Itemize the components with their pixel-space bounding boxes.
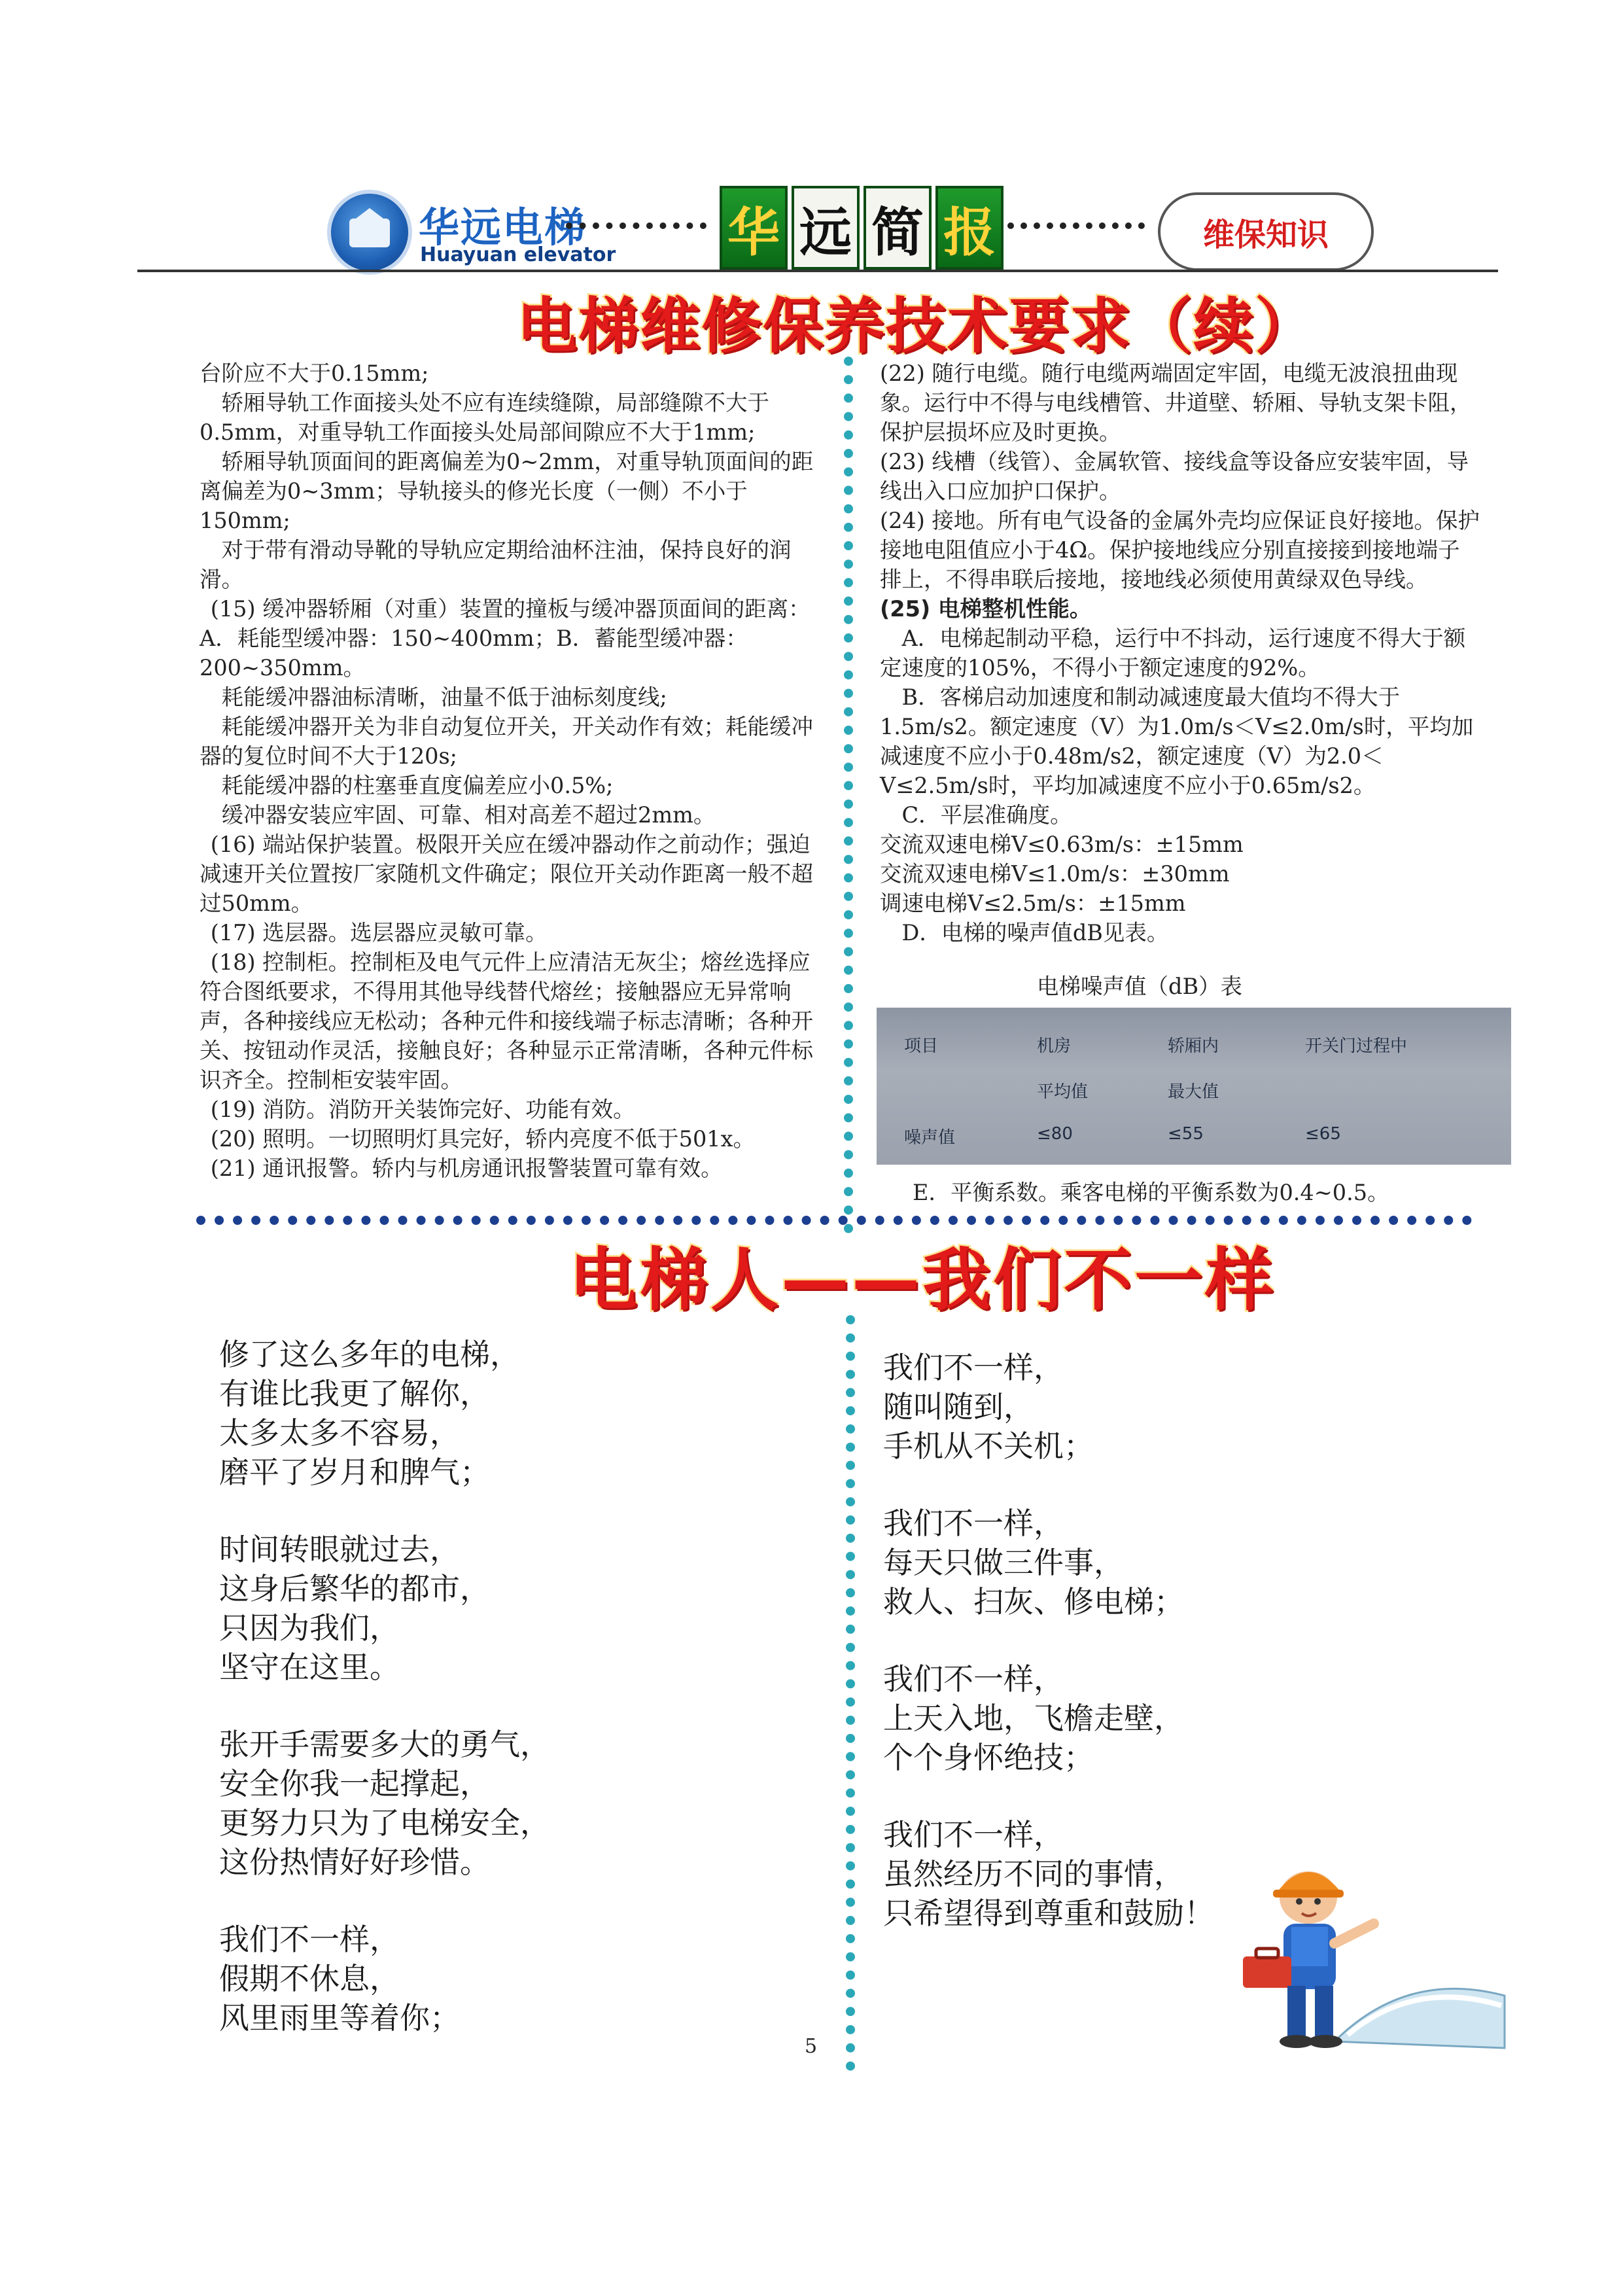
- table-row-label: 噪声值: [904, 1128, 956, 1148]
- paragraph: 耗能缓冲器的柱塞垂直度偏差应小0.5%;: [221, 773, 614, 798]
- paragraph: (16) 端站保护装置。极限开关应在缓冲器动作之前动作；强迫减速开关位置按厂家随机文件确定；限位开关动作距离一般不超过50mm。: [200, 832, 813, 916]
- table-value-car: ≤55: [1168, 1124, 1204, 1144]
- paragraph: (25) 电梯整机性能。: [880, 596, 1092, 622]
- masthead: [720, 186, 1003, 270]
- poem-line: 只因为我们，: [219, 1610, 400, 1646]
- paragraph: 交流双速电梯V≤0.63m/s：±15mm: [880, 832, 1244, 857]
- worker-illustration: [1236, 1845, 1511, 2055]
- table-header-machine-room: 机房: [1037, 1036, 1072, 1056]
- poem-line: 修了这么多年的电梯，: [219, 1337, 520, 1372]
- paragraph: (20) 照明。一切照明灯具完好，轿内亮度不低于501x。: [210, 1126, 755, 1152]
- paragraph: C．平层准确度。: [901, 802, 1072, 828]
- poem-line: 手机从不关机；: [883, 1428, 1094, 1464]
- poem-line: 只希望得到尊重和鼓励！: [883, 1896, 1214, 1931]
- article-title: 电梯维修保养技术要求（续）: [517, 291, 1317, 361]
- poem-line: 这份热情好好珍惜。: [219, 1845, 490, 1880]
- paragraph: (17) 选层器。选层器应灵敏可靠。: [210, 920, 548, 945]
- poem-column-right: [883, 1348, 1214, 1933]
- paragraph: (19) 消防。消防开关装饰完好、功能有效。: [210, 1097, 635, 1122]
- poem-line: 我们不一样，: [883, 1817, 1064, 1852]
- table-value-door: ≤65: [1305, 1124, 1341, 1144]
- article-column-right: [880, 359, 1482, 947]
- page-number: 5: [805, 2035, 818, 2058]
- noise-table: [877, 1008, 1511, 1165]
- poem-line: 每天只做三件事，: [883, 1545, 1124, 1580]
- poem-line: 我们不一样，: [883, 1661, 1064, 1697]
- poem-divider: [846, 1315, 855, 2071]
- paragraph: 耗能缓冲器开关为非自动复位开关，开关动作有效；耗能缓冲器的复位时间不大于120s;: [200, 714, 813, 769]
- table-subheader-max: 最大值: [1168, 1082, 1219, 1102]
- table-header-door: 开关门过程中: [1305, 1036, 1408, 1056]
- paragraph: (21) 通讯报警。轿内与机房通讯报警装置可靠有效。: [210, 1156, 723, 1181]
- paragraph: 对于带有滑动导靴的导轨应定期给油杯注油，保持良好的润滑。: [200, 537, 792, 592]
- paragraph: (24) 接地。所有电气设备的金属外壳均应保证良好接地。保护接地电阻值应小于4Ω。保护接地线应分别直接接到接地端子排上，不得串联后接地，接地线必须使用黄绿双色导线。: [880, 508, 1480, 592]
- masthead-char-1: 华: [720, 186, 788, 270]
- table-caption: 电梯噪声值（dB）表: [1037, 974, 1243, 999]
- poem-line: 这身后繁华的都市，: [219, 1571, 490, 1606]
- column-divider: [844, 357, 853, 1233]
- section-tag: 维保知识: [1158, 192, 1374, 271]
- table-subheader-avg: 平均值: [1037, 1082, 1089, 1102]
- poem-line: 我们不一样，: [883, 1506, 1064, 1541]
- paragraph: 耗能缓冲器油标清晰，油量不低于油标刻度线;: [221, 684, 667, 710]
- poem-line: 太多太多不容易，: [219, 1415, 460, 1451]
- poem-line: 风里雨里等着你；: [219, 2000, 460, 2036]
- paragraph: 交流双速电梯V≤1.0m/s：±30mm: [880, 861, 1230, 887]
- poem-line: 更努力只为了电梯安全，: [219, 1805, 550, 1841]
- paragraph: (23) 线槽（线管）、金属软管、接线盒等设备应安装牢固，导线出入口应加护口保护。: [880, 449, 1469, 504]
- paragraph: 轿厢导轨顶面间的距离偏差为0~2mm，对重导轨顶面间的距离偏差为0~3mm；导轨接头的修光长度（一侧）不小于150mm;: [200, 449, 814, 533]
- poem-line: 磨平了岁月和脾气；: [219, 1455, 490, 1490]
- masthead-char-3: 简: [864, 186, 932, 270]
- poem-line: 假期不休息，: [219, 1961, 400, 1996]
- header-rule: [137, 270, 1498, 272]
- table-header-car: 轿厢内: [1168, 1036, 1219, 1056]
- building-icon: [349, 219, 390, 247]
- section-divider: [196, 1216, 1472, 1225]
- paragraph: E．平衡系数。乘客电梯的平衡系数为0.4~0.5。: [913, 1180, 1389, 1205]
- brand-name-en: Huayuan elevator: [420, 243, 616, 266]
- table-header-item: 项目: [904, 1036, 939, 1056]
- poem-line: 我们不一样，: [883, 1350, 1064, 1385]
- poem-column-left: [219, 1335, 550, 2038]
- poem-line: 时间转眼就过去，: [219, 1532, 460, 1567]
- paragraph: (15) 缓冲器轿厢（对重）装置的撞板与缓冲器顶面间的距离：A．耗能型缓冲器：150~400mm；B．蓄能型缓冲器：200~350mm。: [200, 596, 811, 680]
- brand-name-cn: 华远电梯: [419, 203, 587, 251]
- paragraph: A．电梯起制动平稳，运行中不抖动，运行速度不得大于额定速度的105%，不得小于额定速度的92%。: [880, 626, 1466, 680]
- poem-line: 个个身怀绝技；: [883, 1740, 1094, 1775]
- paragraph: 缓冲器安装应牢固、可靠、相对高差不超过2mm。: [221, 802, 716, 828]
- poem-line: 有谁比我更了解你，: [219, 1376, 490, 1411]
- paragraph: 轿厢导轨工作面接头处不应有连续缝隙，局部缝隙不大于0.5mm，对重导轨工作面接头处局部间隙应不大于1mm;: [200, 390, 769, 445]
- paragraph: D．电梯的噪声值dB见表。: [901, 920, 1169, 945]
- poem-line: 虽然经历不同的事情，: [883, 1856, 1184, 1892]
- paragraph: (18) 控制柜。控制柜及电气元件上应清洁无灰尘；熔丝选择应符合图纸要求，不得用其他导线替代熔丝；接触器应无异常响声，各种接线应无松动；各种元件和接线端子标志清晰；各种开关、按钮动作灵活，接触良好；各种显示正常清晰，各种元件标识齐全。控制柜安装牢固。: [200, 949, 813, 1093]
- masthead-char-4: 报: [935, 186, 1003, 270]
- paragraph: (22) 随行电缆。随行电缆两端固定牢固，电缆无波浪扭曲现象。运行中不得与电线槽管、井道壁、轿厢、导轨支架卡阻，保护层损坏应及时更换。: [880, 361, 1472, 445]
- poem-title: 电梯人——我们不一样: [569, 1240, 1276, 1320]
- poem-line: 救人、扫灰、修电梯；: [883, 1584, 1184, 1619]
- masthead-char-2: 远: [792, 186, 860, 270]
- paragraph: 调速电梯V≤2.5m/s：±15mm: [880, 891, 1186, 916]
- poem-line: 安全你我一起撑起，: [219, 1766, 490, 1801]
- company-logo: [327, 190, 412, 275]
- paragraph: 台阶应不大于0.15mm;: [200, 361, 429, 386]
- poem-line: 上天入地，飞檐走壁，: [883, 1701, 1184, 1736]
- poem-line: 随叫随到，: [883, 1389, 1034, 1424]
- table-value-machine-room: ≤80: [1037, 1124, 1073, 1144]
- page-header: [327, 178, 1380, 283]
- poem-line: 张开手需要多大的勇气，: [219, 1727, 550, 1762]
- poem-line: 我们不一样，: [219, 1922, 400, 1957]
- article-column-left: [200, 359, 828, 1183]
- header-dots-left: [566, 222, 707, 229]
- poem-line: 坚守在这里。: [219, 1650, 400, 1685]
- header-dots-right: [1007, 222, 1145, 229]
- paragraph: B．客梯启动加速度和制动减速度最大值均不得大于1.5m/s2。额定速度（V）为1.0m/s＜V≤2.0m/s时，平均加减速度不应小于0.48m/s2，额定速度（V）为2.0＜V≤2.5m/s时，平均加减速度不应小于0.65m/s2。: [880, 684, 1474, 798]
